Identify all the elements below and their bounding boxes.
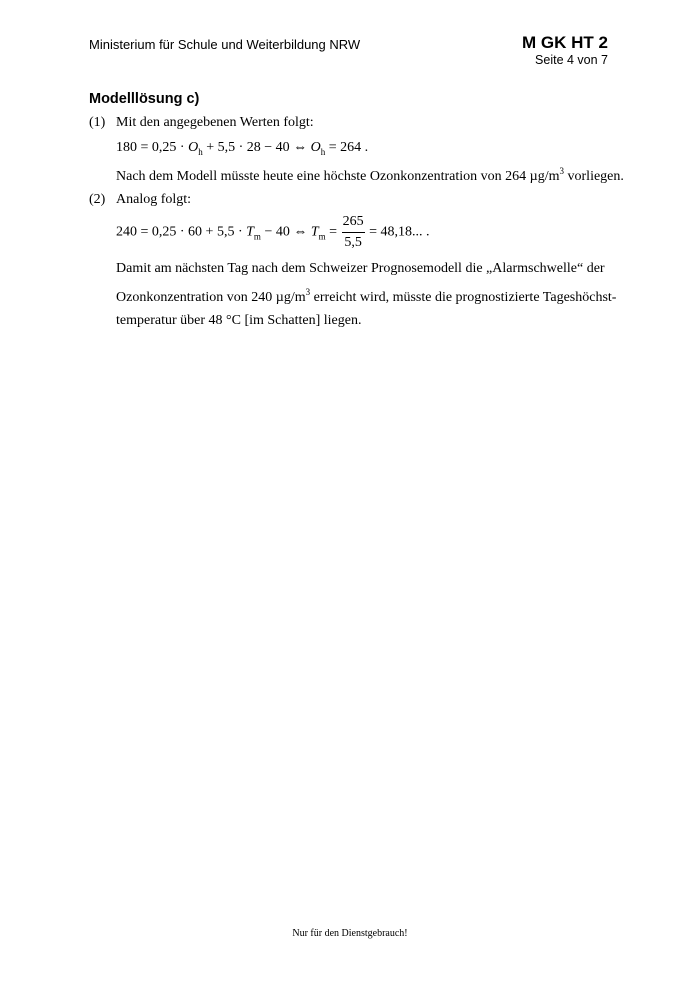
eq2-var-t: T bbox=[246, 224, 254, 240]
header-exam-code: M GK HT 2 bbox=[522, 33, 608, 52]
eq1-part-b: + 5,5 · 28 − 40 ⇔ bbox=[202, 140, 311, 155]
eq1-var-o: O bbox=[188, 140, 199, 155]
item-1-conclusion-end: vorliegen. bbox=[564, 169, 624, 184]
section-title: Modelllösung c) bbox=[89, 91, 200, 107]
eq1-part-a: 180 = 0,25 · bbox=[116, 140, 189, 155]
eq1-var-o-result: O bbox=[310, 140, 321, 155]
item-2-equation bbox=[116, 215, 429, 250]
item-2-number: (2) bbox=[89, 192, 106, 207]
item-2-line-3: temperatur über 48 °C [im Schatten] liegen. bbox=[116, 313, 362, 328]
item-2-line-2-text: Ozonkonzentration von 240 µg/m bbox=[116, 290, 306, 305]
eq2-part-d: = 48,18... . bbox=[365, 224, 430, 240]
item-1-intro: Mit den angegebenen Werten folgt: bbox=[116, 115, 314, 130]
eq2-part-c: = bbox=[325, 224, 341, 240]
item-1-conclusion bbox=[116, 167, 624, 184]
eq2-var-t-result: T bbox=[310, 224, 319, 240]
eq2-sub-m-result: m bbox=[318, 231, 326, 242]
eq2-sub-m: m bbox=[253, 231, 261, 242]
eq2-fraction bbox=[342, 215, 365, 250]
eq2-part-a: 240 = 0,25 · 60 + 5,5 · bbox=[116, 224, 247, 240]
footer-note: Nur für den Dienstgebrauch! bbox=[292, 928, 408, 939]
item-1-conclusion-sup: 3 bbox=[559, 166, 565, 176]
item-2-line-2 bbox=[116, 288, 616, 305]
item-2-line-1: Damit am nächsten Tag nach dem Schweizer Prognosemodell die „Alarmschwelle“ der bbox=[116, 261, 605, 276]
item-1-conclusion-text: Nach dem Modell müsste heute eine höchste Ozonkonzentration von 264 µg/m bbox=[116, 169, 560, 184]
item-2-line-2-sup: 3 bbox=[305, 287, 311, 297]
header-ministry: Ministerium für Schule und Weiterbildung NRW bbox=[89, 37, 361, 52]
item-1-equation bbox=[116, 141, 368, 157]
eq2-denominator: 5,5 bbox=[344, 235, 362, 250]
eq1-sub-h: h bbox=[198, 147, 203, 157]
eq1-part-c: = 264 . bbox=[325, 140, 369, 155]
item-2-intro: Analog folgt: bbox=[116, 192, 192, 207]
eq2-numerator: 265 bbox=[342, 215, 365, 233]
header-page-number: Seite 4 von 7 bbox=[535, 53, 608, 67]
eq2-part-b: − 40 ⇔ bbox=[260, 224, 311, 240]
item-2-line-2-end: erreicht wird, müsste die prognostizierte Tageshöchst- bbox=[310, 290, 617, 305]
item-1-number: (1) bbox=[89, 115, 106, 130]
eq1-sub-h-result: h bbox=[320, 147, 326, 157]
